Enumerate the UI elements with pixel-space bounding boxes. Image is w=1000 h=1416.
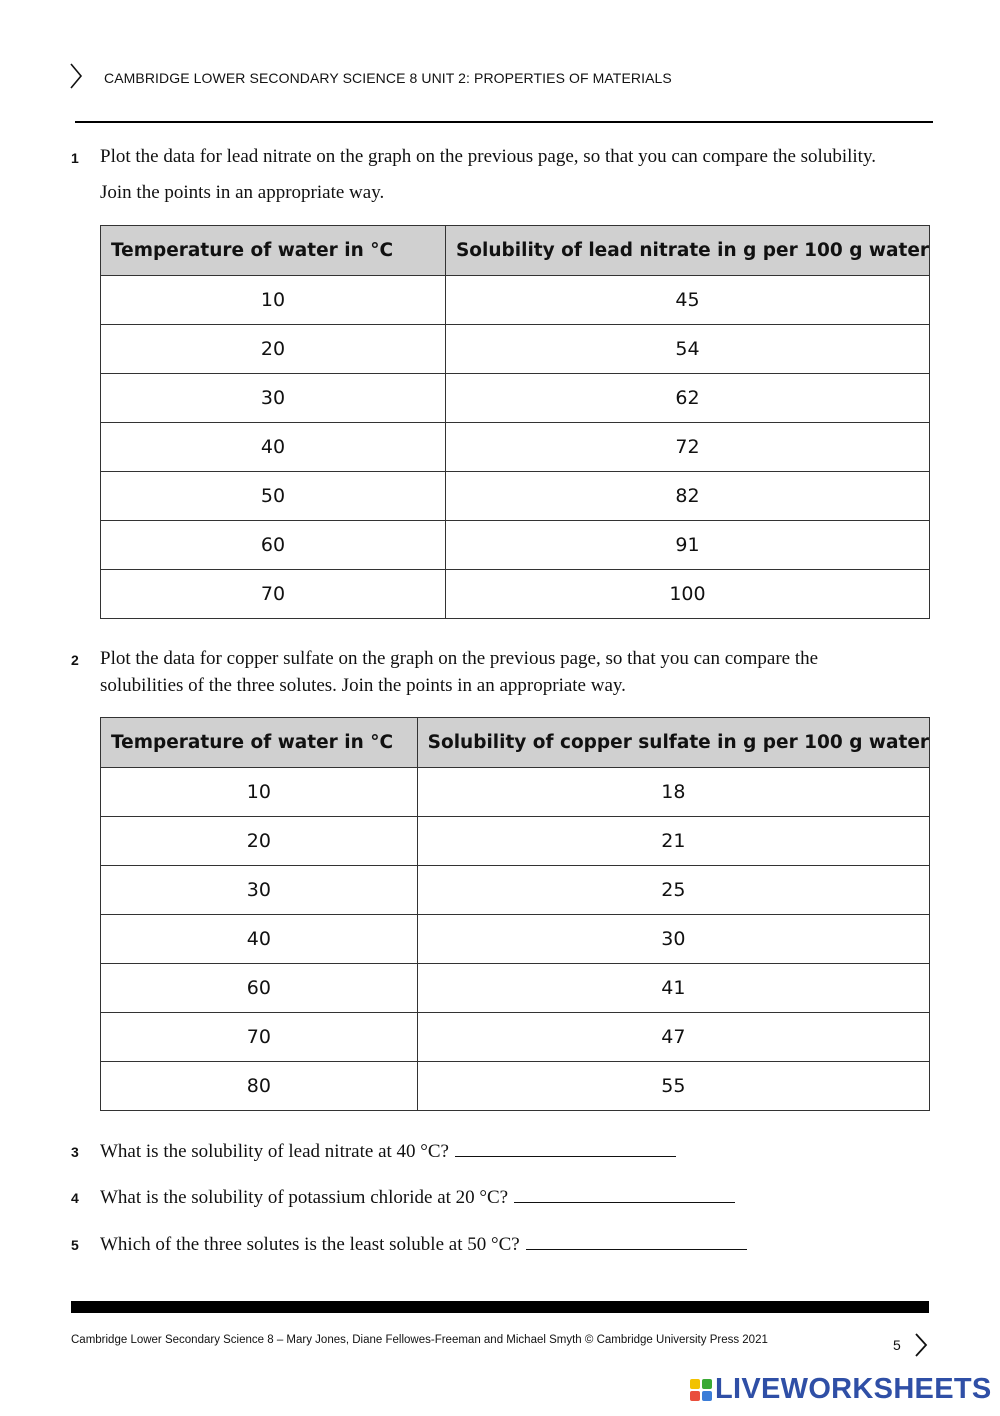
- solubility-cell: 21: [417, 817, 929, 866]
- question-4-text: What is the solubility of potassium chloride at 20 °C?: [100, 1187, 509, 1208]
- question-3: [100, 1137, 676, 1165]
- solubility-cell: 47: [417, 1013, 929, 1062]
- table-header-row: [101, 718, 930, 768]
- table-row: [101, 423, 930, 472]
- question-1-number: 1: [71, 150, 79, 166]
- question-4-number: 4: [71, 1190, 79, 1206]
- answer-3-field[interactable]: [455, 1137, 676, 1157]
- temperature-cell: 40: [101, 915, 418, 964]
- lead-nitrate-table: [100, 225, 930, 619]
- footer-bar: [71, 1301, 929, 1313]
- liveworksheets-logo: [690, 1373, 992, 1406]
- column-header-solubility: Solubility of copper sulfate in g per 100 g water: [417, 718, 929, 768]
- solubility-cell: 82: [445, 472, 929, 521]
- table-row: [101, 964, 930, 1013]
- column-header-solubility: Solubility of lead nitrate in g per 100 g water: [445, 226, 929, 276]
- question-5-text: Which of the three solutes is the least soluble at 50 °C?: [100, 1234, 520, 1255]
- table-row: [101, 768, 930, 817]
- temperature-cell: 30: [101, 374, 446, 423]
- answer-4-field[interactable]: [514, 1183, 735, 1203]
- table-row: [101, 570, 930, 619]
- solubility-cell: 100: [445, 570, 929, 619]
- solubility-cell: 18: [417, 768, 929, 817]
- table-row: [101, 817, 930, 866]
- table-row: [101, 374, 930, 423]
- temperature-cell: 70: [101, 1013, 418, 1062]
- temperature-cell: 80: [101, 1062, 418, 1111]
- question-3-number: 3: [71, 1144, 79, 1160]
- question-1-line-1: Plot the data for lead nitrate on the graph on the previous page, so that you can compare the solubility.: [100, 146, 876, 167]
- answer-5-field[interactable]: [526, 1230, 747, 1250]
- liveworksheets-logo-text: LIVEWORKSHEETS: [715, 1373, 992, 1405]
- question-5-number: 5: [71, 1237, 79, 1253]
- solubility-cell: 55: [417, 1062, 929, 1111]
- question-2-number: 2: [71, 652, 79, 668]
- temperature-cell: 20: [101, 325, 446, 374]
- chevron-right-icon: [68, 62, 84, 90]
- temperature-cell: 40: [101, 423, 446, 472]
- question-4: [100, 1183, 735, 1211]
- table-row: [101, 1013, 930, 1062]
- temperature-cell: 10: [101, 768, 418, 817]
- footer-citation: Cambridge Lower Secondary Science 8 – Mary Jones, Diane Fellowes-Freeman and Michael Smyth © Cambridge University Press 2021: [71, 1334, 768, 1346]
- header-title: CAMBRIDGE LOWER SECONDARY SCIENCE 8 UNIT 2: PROPERTIES OF MATERIALS: [104, 70, 672, 86]
- solubility-cell: 30: [417, 915, 929, 964]
- question-2-line-2: solubilities of the three solutes. Join the points in an appropriate way.: [100, 675, 626, 696]
- solubility-cell: 41: [417, 964, 929, 1013]
- column-header-temperature: Temperature of water in °C: [101, 718, 418, 768]
- table-row: [101, 1062, 930, 1111]
- question-5: [100, 1230, 747, 1258]
- question-2-line-1: Plot the data for copper sulfate on the graph on the previous page, so that you can compare the: [100, 648, 819, 669]
- temperature-cell: 20: [101, 817, 418, 866]
- temperature-cell: 30: [101, 866, 418, 915]
- solubility-cell: 54: [445, 325, 929, 374]
- question-1-line-2: Join the points in an appropriate way.: [100, 182, 385, 203]
- copper-sulfate-table: [100, 717, 930, 1111]
- header-divider: [75, 121, 933, 123]
- table-row: [101, 866, 930, 915]
- solubility-cell: 45: [445, 276, 929, 325]
- next-page-chevron-icon: [914, 1332, 928, 1358]
- table-row: [101, 915, 930, 964]
- page-number: 5: [893, 1337, 901, 1353]
- table-row: [101, 521, 930, 570]
- solubility-cell: 72: [445, 423, 929, 472]
- solubility-cell: 62: [445, 374, 929, 423]
- temperature-cell: 50: [101, 472, 446, 521]
- column-header-temperature: Temperature of water in °C: [101, 226, 446, 276]
- temperature-cell: 10: [101, 276, 446, 325]
- solubility-cell: 91: [445, 521, 929, 570]
- temperature-cell: 60: [101, 964, 418, 1013]
- table-row: [101, 325, 930, 374]
- solubility-cell: 25: [417, 866, 929, 915]
- question-3-text: What is the solubility of lead nitrate at 40 °C?: [100, 1141, 449, 1162]
- table-header-row: [101, 226, 930, 276]
- temperature-cell: 60: [101, 521, 446, 570]
- table-row: [101, 276, 930, 325]
- table-row: [101, 472, 930, 521]
- temperature-cell: 70: [101, 570, 446, 619]
- liveworksheets-logo-icon: [690, 1379, 712, 1401]
